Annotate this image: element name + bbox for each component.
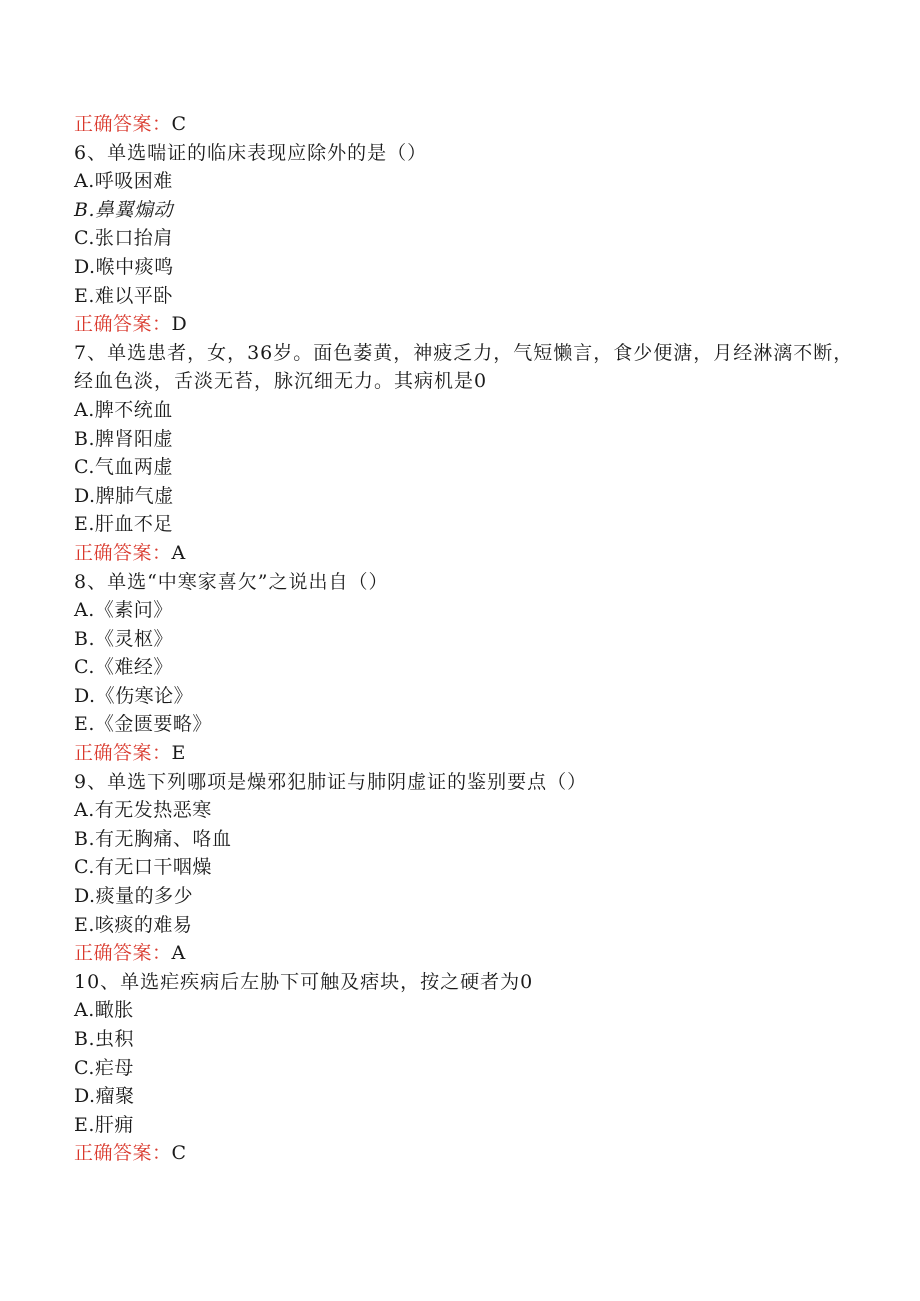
answer-option: C.有无口干咽燥	[74, 856, 212, 879]
answer-value: D	[171, 313, 188, 336]
answer-value: E	[171, 742, 186, 765]
answer-option: B.《灵枢》	[74, 627, 174, 650]
answer-option: D.《伤寒论》	[74, 684, 194, 707]
question-text: 7、单选患者，女，36岁。面色萎黄，神疲乏力，气短懒言，食少便溏，月经淋漓不断，经血色淡，舌淡无苔，脉沉细无力。其病机是0	[74, 341, 854, 393]
answer-option: D.脾肺气虚	[74, 484, 174, 507]
answer-option: B.脾肾阳虚	[74, 427, 174, 450]
answer-option: A.《素问》	[74, 599, 173, 622]
question-text: 9、单选下列哪项是燥邪犯肺证与肺阴虚证的鉴别要点（）	[74, 770, 588, 793]
answer-label: 正确答案：	[74, 1142, 172, 1165]
question-text: 10、单选疟疾病后左胁下可触及痞块，按之硬者为0	[74, 970, 534, 993]
answer-label: 正确答案：	[74, 113, 172, 135]
answer-value: A	[171, 942, 186, 965]
correct-answer	[74, 539, 854, 568]
answer-option: B.鼻翼煽动	[74, 198, 174, 221]
answer-option: C.气血两虚	[74, 456, 173, 479]
answer-value: C	[171, 113, 187, 135]
answer-option: C.疟母	[74, 1056, 134, 1079]
answer-option: D.痰量的多少	[74, 885, 194, 908]
question-text: 6、单选喘证的临床表现应除外的是（）	[74, 141, 428, 164]
answer-option: E.难以平卧	[74, 284, 173, 307]
answer-option: D.喉中痰鸣	[74, 255, 174, 278]
correct-answer	[74, 110, 854, 139]
answer-value: C	[171, 1142, 187, 1165]
answer-option: D.瘤聚	[74, 1085, 135, 1108]
correct-answer	[74, 939, 854, 968]
question-text: 8、单选“中寒家喜欠”之说出自（）	[74, 570, 389, 593]
answer-option: C.张口抬肩	[74, 227, 173, 250]
answer-label: 正确答案：	[74, 742, 172, 765]
answer-option: A.有无发热恶寒	[74, 799, 212, 822]
correct-answer	[74, 1139, 854, 1168]
correct-answer	[74, 739, 854, 768]
answer-option: B.有无胸痛、咯血	[74, 827, 232, 850]
answer-label: 正确答案：	[74, 313, 172, 336]
answer-option: A.脾不统血	[74, 398, 173, 421]
answer-option: E.《金匮要略》	[74, 713, 212, 736]
answer-option: C.《难经》	[74, 656, 173, 679]
answer-option: E.肝血不足	[74, 513, 173, 536]
correct-answer	[74, 310, 854, 339]
answer-option: A.呼吸困难	[74, 170, 173, 193]
answer-label: 正确答案：	[74, 541, 172, 564]
answer-option: B.虫积	[74, 1028, 135, 1050]
answer-value: A	[171, 541, 186, 564]
answer-option: E.咳痰的难易	[74, 913, 193, 936]
answer-option: A.瞰胀	[74, 999, 134, 1022]
answer-option: E.肝痈	[74, 1113, 134, 1136]
document-page	[74, 110, 854, 1168]
answer-label: 正确答案：	[74, 942, 172, 965]
